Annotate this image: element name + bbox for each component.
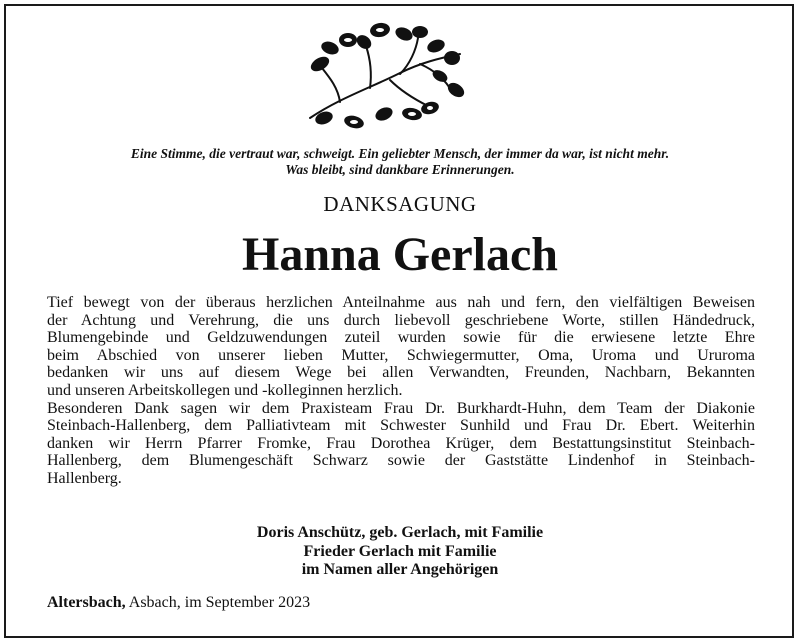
paragraph1-line: bedanken wir uns auf diesem Wege bei allen Verwandten, Freunden, Nachbarn, Bekannten bbox=[47, 364, 755, 382]
signers bbox=[0, 524, 800, 580]
notice-body bbox=[47, 294, 755, 488]
signer-line: im Namen aller Angehörigen bbox=[301, 561, 499, 578]
paragraph2-line: Steinbach-Hallenberg, dem Palliativteam mit Schwester Sunhild und Frau Dr. Ebert. Weiterhin bbox=[47, 417, 755, 435]
place-town: Altersbach, bbox=[47, 594, 126, 611]
paragraph2-line: Besonderen Dank sagen wir dem Praxisteam Frau Dr. Burkhardt-Huhn, dem Team der Diakonie bbox=[47, 399, 755, 417]
paragraph1-line: und unseren Arbeitskollegen und -kolleginnen herzlich. bbox=[47, 381, 403, 399]
paragraph2-line: Hallenberg. bbox=[47, 469, 122, 487]
signer-line: Doris Anschütz, geb. Gerlach, mit Familie bbox=[256, 524, 544, 541]
paragraph1-line: Tief bewegt von der überaus herzlichen Anteilnahme aus nah und fern, den vielfältigen Beweisen bbox=[47, 294, 755, 311]
paragraph1-line: Blumengebinde und Geldzuwendungen zuteil wurden sowie für die erwiesene letzte Ehre bbox=[47, 329, 755, 347]
place-rest: Asbach, im September 2023 bbox=[125, 594, 311, 611]
heading: DANKSAGUNG bbox=[323, 192, 477, 216]
signer-line: Frieder Gerlach mit Familie bbox=[303, 542, 497, 560]
motto-line-2: Was bleibt, sind dankbare Erinnerungen. bbox=[285, 162, 515, 177]
paragraph1-line: beim Abschied von unserer lieben Mutter, Schwiegermutter, Oma, Uroma und Ururoma bbox=[47, 346, 755, 364]
paragraph1-line: der Achtung und Verehrung, die uns durch liebevoll geschriebene Worte, stillen Händedruck, bbox=[47, 311, 755, 329]
paragraph2-line: Hallenberg, dem Blumengeschäft Schwarz sowie der Gaststätte Lindenhof in Steinbach- bbox=[47, 452, 755, 470]
deceased-name: Hanna Gerlach bbox=[241, 228, 558, 281]
motto bbox=[0, 146, 800, 178]
place-date bbox=[47, 594, 310, 612]
motto-line-1: Eine Stimme, die vertraut war, schweigt. Ein geliebter Mensch, der immer da war, ist nicht mehr. bbox=[130, 146, 670, 161]
paragraph2-line: danken wir Herrn Pfarrer Fromke, Frau Dorothea Krüger, dem Bestattungsinstitut Steinbach- bbox=[47, 434, 755, 452]
flower-branch-icon bbox=[300, 18, 470, 140]
